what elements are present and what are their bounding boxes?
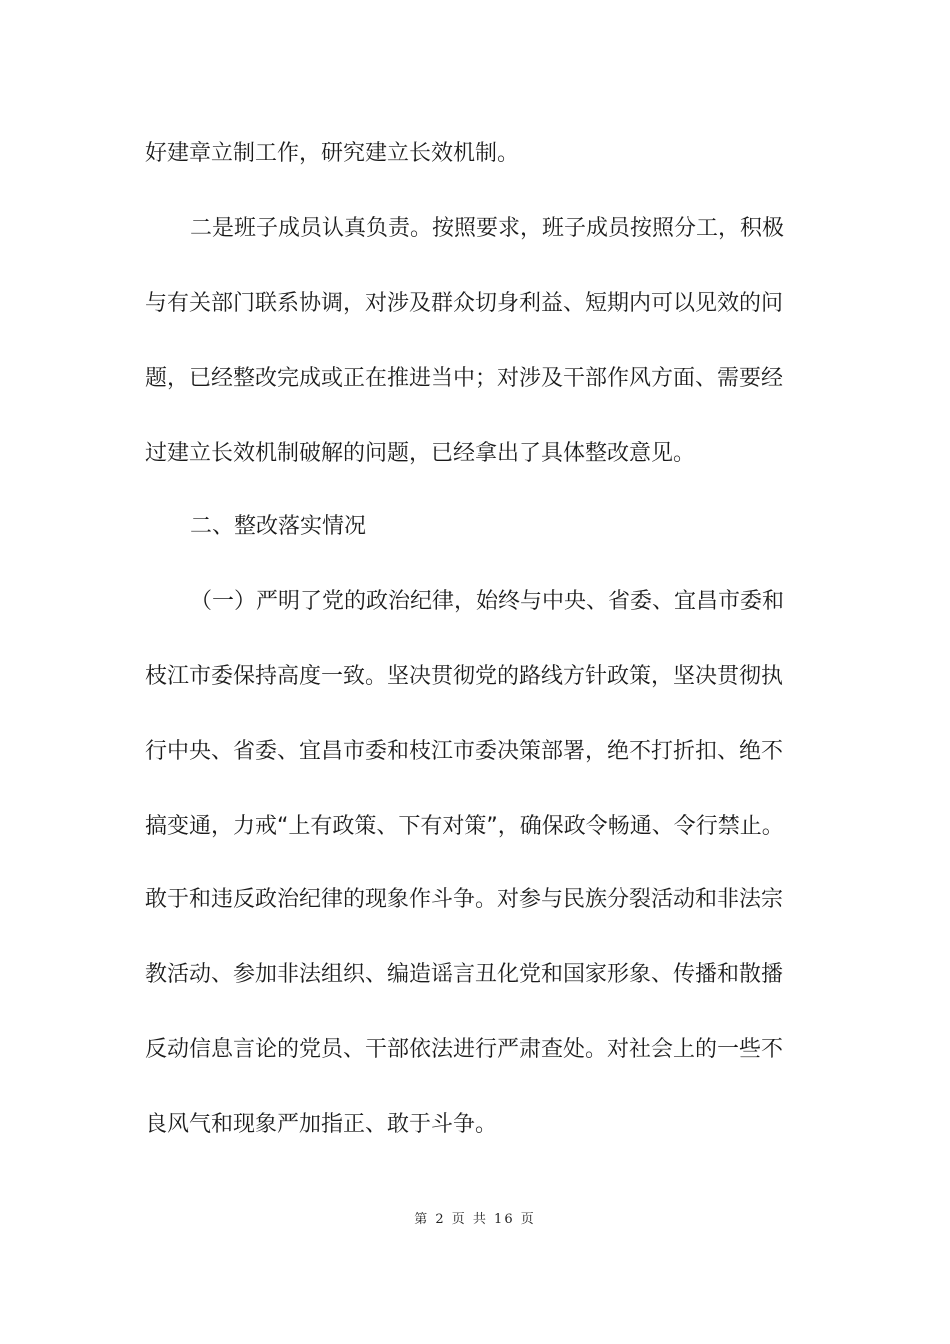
paragraph-line: 与有关部门联系协调，对涉及群众切身利益、短期内可以见效的问 — [145, 291, 784, 316]
paragraph-line: 行中央、省委、宜昌市委和枝江市委决策部署，绝不打折扣、绝不 — [145, 739, 784, 764]
section-heading: 二、整改落实情况 — [190, 514, 367, 539]
paragraph-line: 过建立长效机制破解的问题，已经拿出了具体整改意见。 — [145, 441, 696, 466]
paragraph-line: 好建章立制工作，研究建立长效机制。 — [145, 141, 520, 166]
page-footer — [0, 1208, 950, 1227]
paragraph-line: 枝江市委保持高度一致。坚决贯彻党的路线方针政策，坚决贯彻执 — [145, 664, 784, 689]
paragraph-line: 反动信息言论的党员、干部依法进行严肃查处。对社会上的一些不 — [145, 1037, 784, 1062]
paragraph-line: 搞变通，力戒“上有政策、下有对策”，确保政令畅通、令行禁止。 — [145, 814, 784, 839]
paragraph-line: 良风气和现象严加指正、敢于斗争。 — [145, 1112, 498, 1137]
paragraph-line: 敢于和违反政治纪律的现象作斗争。对参与民族分裂活动和非法宗 — [145, 887, 784, 912]
paragraph-line: 题，已经整改完成或正在推进当中；对涉及干部作风方面、需要经 — [145, 366, 784, 391]
paragraph-line: 教活动、参加非法组织、编造谣言丑化党和国家形象、传播和散播 — [145, 962, 784, 987]
paragraph-line: （一）严明了党的政治纪律，始终与中央、省委、宜昌市委和 — [190, 589, 785, 614]
page-number-label: 第 2 页 共 16 页 — [414, 1212, 536, 1227]
paragraph-line: 二是班子成员认真负责。按照要求，班子成员按照分工，积极 — [190, 216, 785, 241]
